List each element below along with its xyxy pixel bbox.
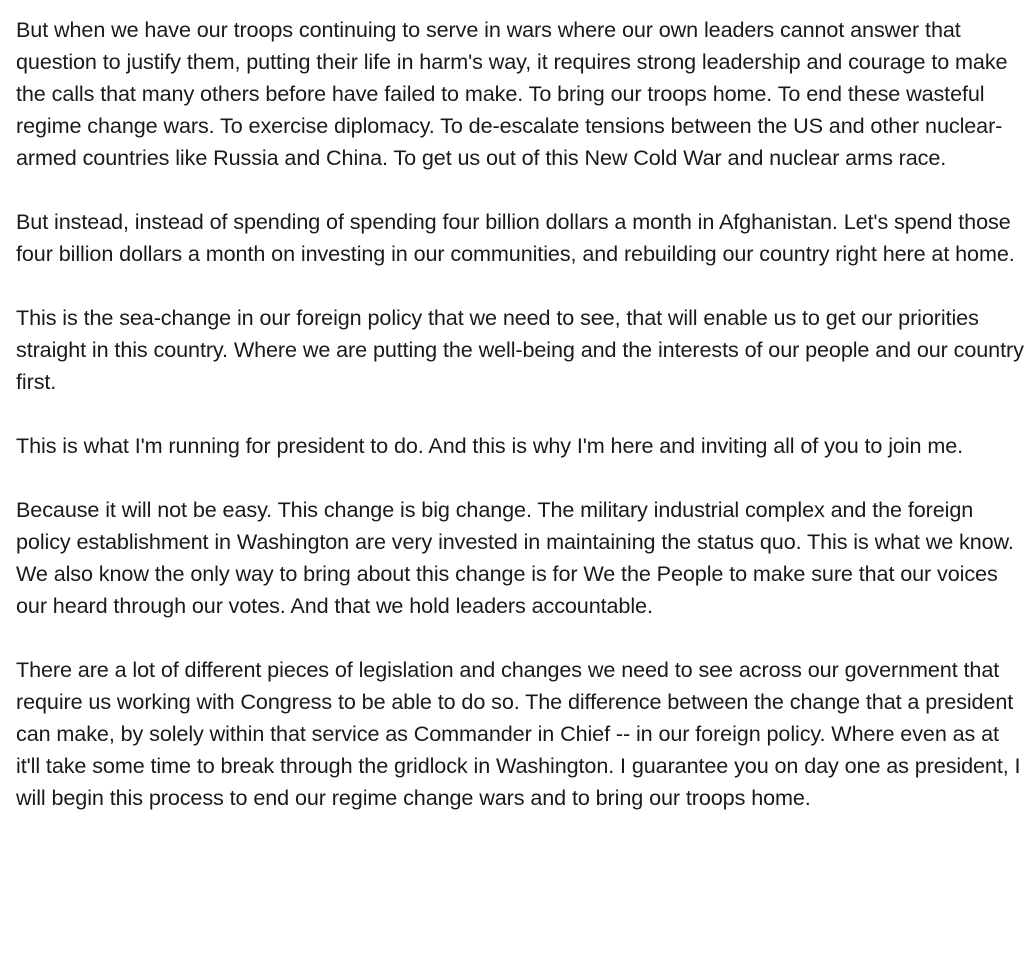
paragraph-6: There are a lot of different pieces of legislation and changes we need to see across our government that require us working with Congress to be able to do so. The difference between the change that a president can make, by solely within that service as Commander in Chief -- in our foreign policy. Where even as at it'll take some time to break through the gridlock in Washington. I guarantee you on day one as president, I will begin this process to end our regime change wars and to bring our troops home. [16, 657, 1021, 810]
paragraph-5: Because it will not be easy. This change is big change. The military industrial complex and the foreign policy establishment in Washington are very invested in maintaining the status quo. This is what we know. We also know the only way to bring about this change is for We the People to make sure that our voices our heard through our votes. And that we hold leaders accountable. [16, 497, 1014, 618]
paragraph-1: But when we have our troops continuing to serve in wars where our own leaders cannot answer that question to justify them, putting their life in harm's way, it requires strong leadership and courage to make the calls that many others before have failed to make. To bring our troops home. To end these wasteful regime change wars. To exercise diplomacy. To de-escalate tensions between the US and other nuclear-armed countries like Russia and China. To get us out of this New Cold War and nuclear arms race. [16, 17, 1008, 170]
paragraph-4: This is what I'm running for president to do. And this is why I'm here and inviting all of you to join me. [16, 433, 964, 458]
document-body [16, 14, 1024, 814]
paragraph-2: But instead, instead of spending of spending four billion dollars a month in Afghanistan. Let's spend those four billion dollars a month on investing in our communities, and rebuilding our country right here at home. [16, 209, 1015, 266]
paragraph-3: This is the sea-change in our foreign policy that we need to see, that will enable us to get our priorities straight in this country. Where we are putting the well-being and the interests of our people and our country first. [16, 305, 1024, 394]
